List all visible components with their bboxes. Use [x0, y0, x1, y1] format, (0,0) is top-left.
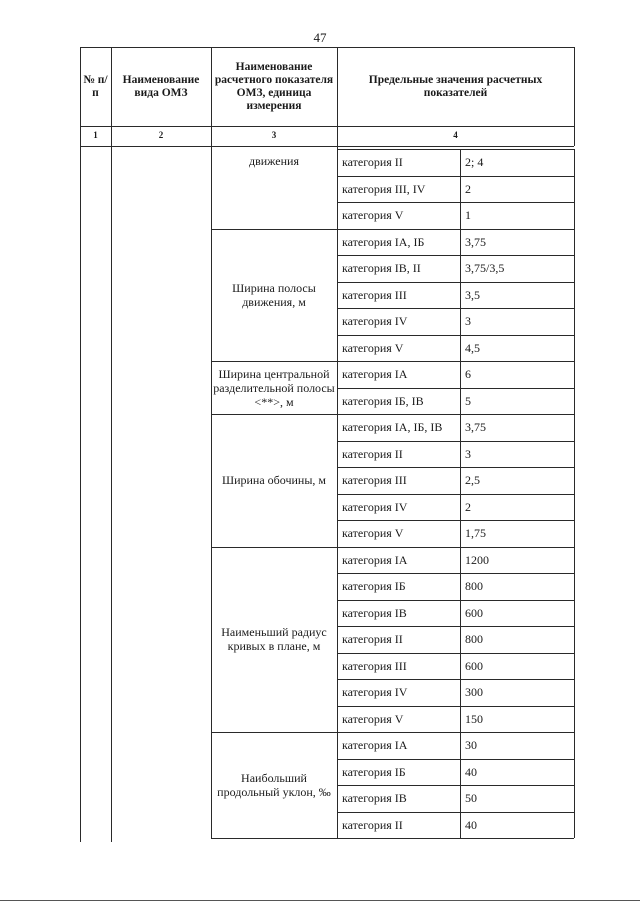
- table-right-border: [574, 308, 575, 335]
- indicator-label: Наибольший продольный уклон, ‰: [217, 771, 331, 799]
- category-cell: категория III: [342, 473, 407, 487]
- table-right-border: [574, 494, 575, 521]
- column-border: [460, 812, 461, 839]
- indicator-label: Ширина центральной разделительной полосы <**>, м: [213, 366, 335, 409]
- row-border: [337, 706, 574, 707]
- value-cell: 1,75: [465, 526, 486, 540]
- table-right-border: [574, 176, 575, 203]
- value-cell: 600: [465, 605, 483, 620]
- row-border: [337, 361, 574, 362]
- column-number: 1: [93, 130, 98, 140]
- row-border: [337, 812, 574, 813]
- category-cell: категория III: [342, 287, 407, 302]
- row-border: [337, 520, 574, 521]
- indicator-label: Ширина обочины, м: [221, 473, 327, 488]
- value-cell: 4,5: [465, 340, 480, 355]
- table-right-border: [574, 282, 575, 309]
- header-bottom-border: [80, 126, 574, 127]
- column-border: [211, 146, 212, 838]
- category-cell: категория III: [342, 658, 407, 673]
- header-column-border: [574, 47, 575, 146]
- value-cell: 2; 4: [465, 155, 484, 169]
- table-right-border: [574, 812, 575, 839]
- value-cell: 3,75: [465, 420, 486, 434]
- table-right-border: [574, 388, 575, 415]
- row-border: [337, 732, 574, 733]
- category-cell: категория IА, IБ: [342, 234, 425, 249]
- category-cell: категория IV: [342, 314, 408, 328]
- column-border: [460, 706, 461, 733]
- column-border: [460, 414, 461, 441]
- row-border: [337, 335, 574, 336]
- category-cell: категория V: [342, 208, 404, 222]
- category-cell: категория IА: [342, 738, 408, 752]
- category-cell: категория II: [342, 817, 403, 832]
- column-border: [460, 467, 461, 494]
- table-left-border: [80, 146, 81, 842]
- value-cell: 3,75: [465, 234, 486, 249]
- header-col1: № п/п: [83, 73, 108, 99]
- value-cell: 6: [465, 367, 471, 381]
- table-right-border: [574, 149, 575, 176]
- category-cell: категория IБ, IВ: [342, 393, 424, 408]
- value-cell: 3,5: [465, 287, 480, 302]
- table-right-border: [574, 441, 575, 468]
- table-right-border: [574, 679, 575, 706]
- row-border: [337, 626, 574, 627]
- header-col3: Наименование расчетного показателя ОМЗ, единица измерения: [214, 60, 334, 112]
- row-border: [337, 573, 574, 574]
- table-right-border: [574, 653, 575, 680]
- category-cell: категория IБ: [342, 764, 406, 779]
- row-border: [337, 414, 574, 415]
- row-border: [337, 255, 574, 256]
- table-right-border: [574, 573, 575, 600]
- row-border: [337, 388, 574, 389]
- row-border: [337, 467, 574, 468]
- category-cell: категория V: [342, 340, 404, 355]
- table-right-border: [574, 520, 575, 547]
- column-numbers-bottom-border: [80, 146, 574, 147]
- value-cell: 40: [465, 817, 477, 832]
- table-right-border: [574, 467, 575, 494]
- column-border: [460, 176, 461, 203]
- table-right-border: [574, 785, 575, 812]
- category-cell: категория IВ, II: [342, 261, 421, 275]
- bottom-rule: [0, 900, 640, 901]
- column-border: [460, 679, 461, 706]
- page-number: 47: [313, 30, 327, 45]
- column-border: [460, 388, 461, 415]
- row-border: [337, 308, 574, 309]
- value-cell: 3: [465, 314, 471, 328]
- column-border: [460, 494, 461, 521]
- group-border: [211, 838, 574, 839]
- value-cell: 2,5: [465, 473, 480, 487]
- column-border: [460, 361, 461, 388]
- category-cell: категория II: [342, 446, 403, 461]
- column-border: [460, 520, 461, 547]
- column-number: 4: [453, 130, 458, 140]
- row-border: [337, 494, 574, 495]
- row-border: [337, 176, 574, 177]
- column-border: [460, 441, 461, 468]
- value-cell: 300: [465, 685, 483, 699]
- row-border: [337, 547, 574, 548]
- table-right-border: [574, 547, 575, 574]
- category-cell: категория III, IV: [342, 181, 426, 196]
- table-right-border: [574, 759, 575, 786]
- column-border: [111, 146, 112, 842]
- column-number: 3: [271, 130, 277, 140]
- header-col4: Предельные значения расчетных показателей: [368, 73, 543, 99]
- value-cell: 50: [465, 791, 477, 805]
- table-right-border: [574, 229, 575, 256]
- value-cell: 150: [465, 711, 483, 726]
- category-cell: категория IВ: [342, 791, 407, 805]
- table-right-border: [574, 361, 575, 388]
- indicator-label: Ширина полосы движения, м: [232, 280, 316, 309]
- value-cell: 3,75/3,5: [465, 261, 505, 275]
- indicator-label: движения: [248, 154, 299, 168]
- value-cell: 800: [465, 632, 483, 646]
- column-border: [460, 255, 461, 282]
- value-cell: 1: [465, 208, 471, 222]
- value-cell: 5: [465, 393, 471, 408]
- indicator-label: Наименьший радиус кривых в плане, м: [221, 625, 327, 654]
- table-right-border: [574, 732, 575, 759]
- column-border: [460, 149, 461, 176]
- category-cell: категория IА, IБ, IВ: [342, 420, 443, 434]
- category-cell: категория IV: [342, 685, 408, 699]
- value-cell: 3: [465, 446, 471, 461]
- table-right-border: [574, 600, 575, 627]
- column-border: [460, 202, 461, 229]
- category-cell: категория IА: [342, 552, 408, 567]
- value-cell: 2: [465, 181, 471, 196]
- column-border: [460, 308, 461, 335]
- value-cell: 800: [465, 579, 483, 593]
- row-border: [337, 759, 574, 760]
- column-border: [460, 335, 461, 362]
- value-cell: 1200: [465, 552, 489, 567]
- row-border: [337, 785, 574, 786]
- column-border: [460, 785, 461, 812]
- category-cell: категория V: [342, 711, 404, 726]
- table-right-border: [574, 626, 575, 653]
- category-cell: категория V: [342, 526, 404, 540]
- category-cell: категория IА: [342, 367, 408, 381]
- column-border: [460, 653, 461, 680]
- table-right-border: [574, 706, 575, 733]
- table-right-border: [574, 255, 575, 282]
- column-border: [460, 600, 461, 627]
- header-col2: Наименование вида ОМЗ: [122, 73, 200, 99]
- category-cell: категория IV: [342, 499, 408, 514]
- table-right-border: [574, 414, 575, 441]
- category-cell: категория II: [342, 632, 403, 646]
- category-cell: категория IБ: [342, 579, 406, 593]
- column-border: [460, 547, 461, 574]
- row-border: [337, 441, 574, 442]
- row-border: [337, 679, 574, 680]
- value-cell: 600: [465, 658, 483, 673]
- row-border: [337, 600, 574, 601]
- value-cell: 2: [465, 499, 471, 514]
- category-cell: категория IВ: [342, 605, 407, 620]
- value-cell: 40: [465, 764, 477, 779]
- row-border: [337, 202, 574, 203]
- category-cell: категория II: [342, 155, 403, 169]
- row-border: [337, 149, 574, 150]
- column-border: [460, 229, 461, 256]
- row-border: [337, 653, 574, 654]
- row-border: [337, 282, 574, 283]
- column-border: [460, 573, 461, 600]
- table-right-border: [574, 335, 575, 362]
- column-number: 2: [158, 130, 164, 140]
- column-border: [460, 759, 461, 786]
- column-border: [337, 146, 338, 838]
- row-border: [337, 229, 574, 230]
- value-cell: 30: [465, 738, 477, 752]
- column-border: [460, 282, 461, 309]
- column-border: [460, 626, 461, 653]
- table-right-border: [574, 202, 575, 229]
- column-border: [460, 732, 461, 759]
